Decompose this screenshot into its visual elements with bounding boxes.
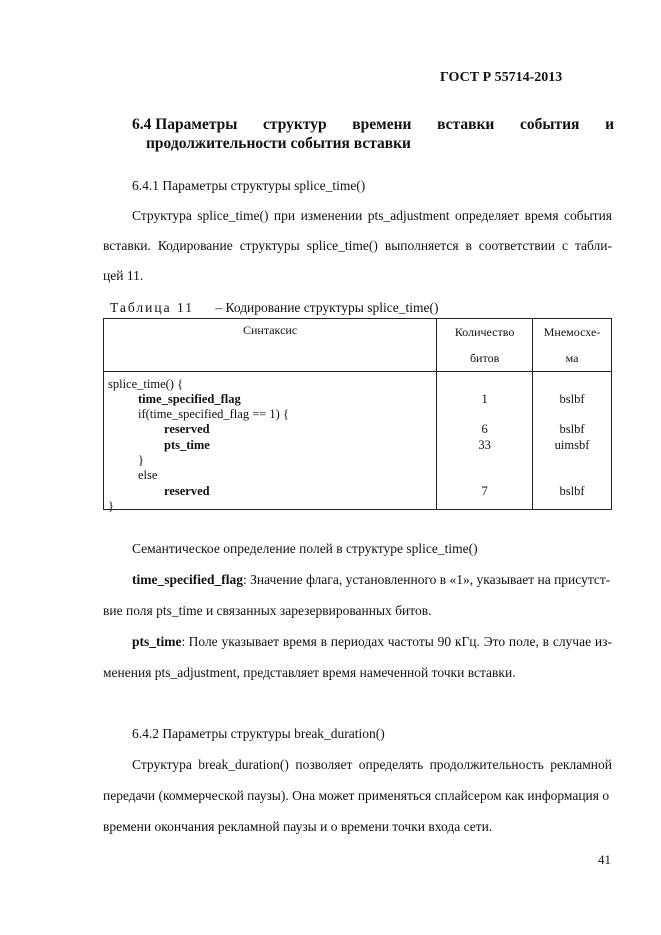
table-caption [110, 300, 438, 316]
word: события [563, 208, 612, 223]
section-heading-line1 [132, 116, 614, 134]
word: указывает [221, 634, 280, 649]
word: вставки. [103, 238, 151, 253]
header-mnemonic-line2: ма [565, 351, 579, 365]
word: в [542, 634, 550, 649]
definition-term: pts_time [132, 634, 182, 649]
subsection-title-break-duration: 6.4.2 Параметры структуры break_duration() [132, 726, 385, 741]
mnemonic-value: bslbf [559, 484, 585, 498]
code-line: time_specified_flag [138, 392, 241, 406]
bits-cell [437, 372, 533, 510]
bits-value: 1 [481, 392, 488, 406]
subsection-title-splice-time: 6.4.1 Параметры структуры splice_time() [132, 178, 366, 193]
paragraph-line [132, 208, 612, 224]
header-mnemonic-line1: Мнемосхе- [543, 325, 601, 339]
word: табли- [574, 238, 612, 253]
mnemonic-value: uimsbf [554, 438, 590, 452]
heading-word: события [519, 116, 580, 133]
definition-line: вие поля pts_time и связанных зарезервированных битов. [103, 603, 432, 618]
code-line: } [108, 499, 114, 513]
syntax-table [103, 318, 612, 513]
heading-word: и [605, 116, 614, 133]
page-number: 41 [598, 852, 611, 867]
word: в [320, 634, 327, 649]
code-line: pts_time [164, 438, 210, 452]
word: splice_time() [197, 208, 269, 223]
code-line: if(time_specified_flag == 1) { [138, 407, 289, 421]
word: рекламной [550, 757, 612, 772]
word: Это [483, 634, 506, 649]
word: частоты [387, 634, 434, 649]
definition-text: : Значение флага, установленного в «1», указывает на присутст- [242, 572, 611, 587]
word: pts_adjustment [367, 208, 450, 223]
word: Структура [132, 757, 192, 772]
word: время [524, 208, 559, 223]
bits-value: 6 [481, 422, 488, 436]
definition-line [132, 572, 610, 588]
heading-word: структур [263, 116, 327, 133]
header-bits [437, 319, 533, 372]
word: break_duration() [198, 757, 289, 772]
table-header-row [104, 319, 612, 372]
word: кГц. [454, 634, 480, 649]
word: позволяет [295, 757, 353, 772]
document-standard-header: ГОСТ Р 55714-2013 [440, 70, 563, 85]
mnemonic-cell [533, 372, 612, 510]
paragraph-line [132, 757, 612, 773]
table-caption-label: Таблица 11 [110, 300, 194, 315]
table-body-row [104, 372, 612, 510]
heading-word: вставки [437, 116, 495, 133]
definition-term: time_specified_flag [132, 572, 243, 587]
word: время [282, 634, 317, 649]
word: при [273, 208, 296, 223]
word: структуры [239, 238, 300, 253]
table-caption-text: – Кодирование структуры splice_time() [215, 300, 439, 315]
word: соответствии [478, 238, 556, 253]
word: : Поле [181, 634, 218, 649]
word: поле, [508, 634, 539, 649]
code-line: else [138, 468, 158, 482]
code-line: reserved [164, 484, 210, 498]
word: Структура [132, 208, 192, 223]
syntax-cell [104, 372, 437, 513]
word: Кодирование [157, 238, 233, 253]
header-syntax: Синтаксис [104, 319, 437, 372]
semantics-title: Семантическое определение полей в структуре splice_time() [132, 541, 478, 556]
word: определять [358, 757, 424, 772]
definition-line [132, 634, 612, 650]
word: из- [594, 634, 612, 649]
word: продолжительность [429, 757, 544, 772]
word: изменении [300, 208, 363, 223]
word: в [465, 238, 472, 253]
code-line: reserved [164, 422, 210, 436]
code-line: } [138, 453, 144, 467]
definition-lead [132, 634, 218, 650]
word: периодах [330, 634, 384, 649]
word: определяет [454, 208, 520, 223]
header-mnemonic [533, 319, 612, 372]
paragraph-line [103, 238, 612, 254]
word: 90 [437, 634, 452, 649]
section-heading-line2: продолжительности события вставки [146, 135, 411, 152]
header-bits-line2: битов [469, 351, 500, 365]
word: splice_time() [306, 238, 378, 253]
word: с [562, 238, 568, 253]
paragraph-line: передачи (коммерческой паузы). Она может применяться сплайсером как информация о [103, 788, 610, 803]
bits-value: 33 [478, 438, 491, 452]
code-line: splice_time() { [108, 377, 184, 391]
heading-word: времени [352, 116, 412, 133]
definition-line: менения pts_adjustment, представляет время намеченной точки вставки. [103, 665, 516, 680]
word: случае [552, 634, 592, 649]
paragraph-line: цей 11. [103, 268, 144, 283]
header-bits-line1: Количество [454, 325, 515, 339]
paragraph-line: времени окончания рекламной паузы и о времени точки входа сети. [103, 819, 493, 834]
word: выполняется [384, 238, 459, 253]
mnemonic-value: bslbf [559, 422, 585, 436]
mnemonic-value: bslbf [559, 392, 585, 406]
bits-value: 7 [481, 484, 488, 498]
heading-word: 6.4 Параметры [132, 116, 238, 133]
